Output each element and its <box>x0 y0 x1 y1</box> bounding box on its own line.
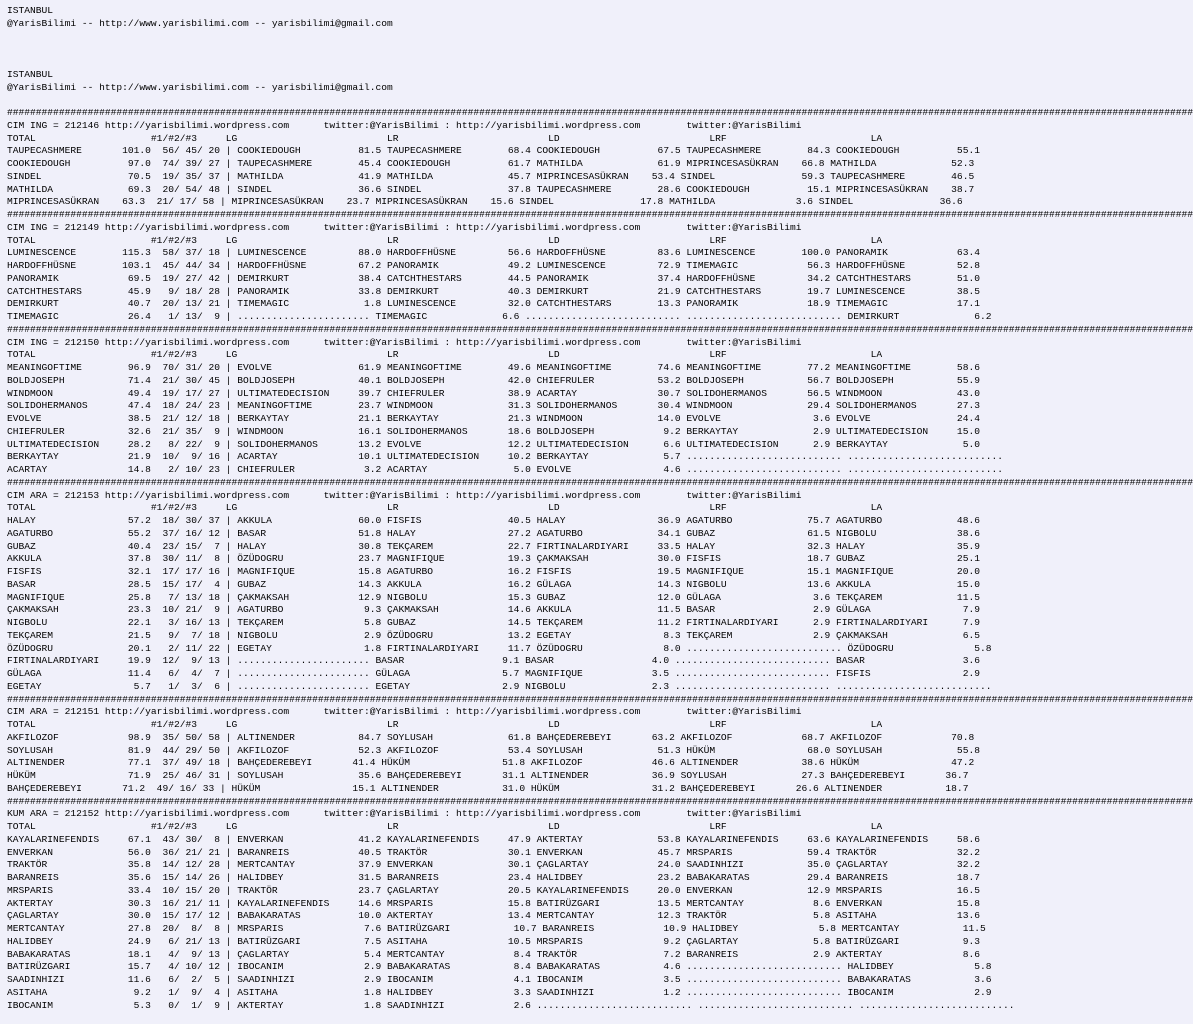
text-line: MEANINGOFTIME 96.9 70/ 31/ 20 | EVOLVE 61.9 MEANINGOFTIME 49.6 MEANINGOFTIME 74.6 MEANINGOFTIME 77.2 MEANINGOFTIME 58.6 <box>7 362 980 373</box>
text-line: HALAY 57.2 18/ 30/ 37 | AKKULA 60.0 FISFIS 40.5 HALAY 36.9 AGATURBO 75.7 AGATURBO 48.6 <box>7 515 980 526</box>
text-line: @YarisBilimi -- http://www.yarisbilimi.com -- yarisbilimi@gmail.com <box>7 17 393 29</box>
text-line: BATIRÜZGARI 15.7 4/ 10/ 12 | IBOCANIM 2.9 BABAKARATAS 8.4 BABAKARATAS 4.6 ........................... HALIDBEY 5.8 <box>7 961 992 973</box>
text-line: ############################################################################################################################################################################################################## <box>7 795 1193 807</box>
text-line: TOTAL #1/#2/#3 LG LR LD LRF LA <box>7 821 883 832</box>
text-line <box>7 94 984 107</box>
text-line: ############################################################################################################################################################################################################## <box>7 693 1193 705</box>
text-line: ISTANBUL <box>7 5 54 16</box>
text-line: DEMIRKURT 40.7 20/ 13/ 21 | TIMEMAGIC 1.8 LUMINESCENCE 32.0 CATCHTHESTARS 13.3 PANORAMIK 18.9 TIMEMAGIC 17.1 <box>7 298 980 310</box>
text-line <box>7 56 984 69</box>
text-line: WINDMOON 49.4 19/ 17/ 27 | ULTIMATEDECISION 39.7 CHIEFRULER 38.9 ACARTAY 30.7 SOLIDOHERMANOS 56.5 WINDMOON 43.0 <box>7 387 980 399</box>
text-line: EVOLVE 38.5 21/ 12/ 18 | BERKAYTAY 21.1 BERKAYTAY 21.3 WINDMOON 14.0 EVOLVE 3.6 EVOLVE 24.4 <box>7 413 980 424</box>
text-line: SAADINHIZI 11.6 6/ 2/ 5 | SAADINHIZI 2.9 IBOCANIM 4.1 IBOCANIM 3.5 ........................... BABAKARATAS 3.6 <box>7 974 992 985</box>
text-line: CIM ING = 212149 http://yarisbilimi.wordpress.com twitter:@YarisBilimi : http://yarisbilimi.wordpress.com twitter:@YarisBilimi <box>7 221 802 233</box>
text-line <box>7 31 984 44</box>
text-line: ALTINENDER 77.1 37/ 49/ 18 | BAHÇEDEREBEYI 41.4 HÜKÜM 51.8 AKFILOZOF 46.6 ALTINENDER 38.6 HÜKÜM 47.2 <box>7 757 975 769</box>
text-line: HALIDBEY 24.9 6/ 21/ 13 | BATIRÜZGARI 7.5 ASITAHA 10.5 MRSPARIS 9.2 ÇAGLARTAY 5.8 BATIRÜZGARI 9.3 <box>7 935 980 947</box>
text-line: BARANREIS 35.6 15/ 14/ 26 | HALIDBEY 31.5 BARANREIS 23.4 HALIDBEY 23.2 BABAKARATAS 29.4 BARANREIS 18.7 <box>7 872 980 883</box>
text-line: @YarisBilimi -- http://www.yarisbilimi.com -- yarisbilimi@gmail.com <box>7 81 393 93</box>
text-line: TIMEMAGIC 26.4 1/ 13/ 9 | ....................... TIMEMAGIC 6.6 ........................... ........................... DEMIRKURT 6.2 <box>7 311 992 322</box>
text-line: ULTIMATEDECISION 28.2 8/ 22/ 9 | SOLIDOHERMANOS 13.2 EVOLVE 12.2 ULTIMATEDECISION 6.6 ULTIMATEDECISION 2.9 BERKAYTAY 5.0 <box>7 438 980 450</box>
text-line: ############################################################################################################################################################################################################## <box>7 323 1193 335</box>
text-line: SOLIDOHERMANOS 47.4 18/ 24/ 23 | MEANINGOFTIME 23.7 WINDMOON 31.3 SOLIDOHERMANOS 30.4 WINDMOON 29.4 SOLIDOHERMANOS 27.3 <box>7 400 980 412</box>
text-line: BASAR 28.5 15/ 17/ 4 | GUBAZ 14.3 AKKULA 16.2 GÜLAGA 14.3 NIGBOLU 13.6 AKKULA 15.0 <box>7 578 980 590</box>
text-line: MATHILDA 69.3 20/ 54/ 48 | SINDEL 36.6 SINDEL 37.8 TAUPECASHMERE 28.6 COOKIEDOUGH 15.1 MIPRINCESASÜKRAN 38.7 <box>7 183 975 195</box>
text-line: ÖZÜDOGRU 20.1 2/ 11/ 22 | EGETAY 1.8 FIRTINALARDIYARI 11.7 ÖZÜDOGRU 8.0 ........................... ÖZÜDOGRU 5.8 <box>7 642 992 654</box>
text-line: AKTERTAY 30.3 16/ 21/ 11 | KAYALARINEFENDIS 14.6 MRSPARIS 15.8 BATIRÜZGARI 13.5 MERTCANTAY 8.6 ENVERKAN 15.8 <box>7 897 980 909</box>
text-line <box>7 43 984 56</box>
text-line: ACARTAY 14.8 2/ 10/ 23 | CHIEFRULER 3.2 ACARTAY 5.0 EVOLVE 4.6 ........................... ........................... <box>7 464 1003 475</box>
text-line: BAHÇEDEREBEYI 71.2 49/ 16/ 33 | HÜKÜM 15.1 ALTINENDER 31.0 HÜKÜM 31.2 BAHÇEDEREBEYI 26.6 ALTINENDER 18.7 <box>7 782 969 794</box>
text-line: HÜKÜM 71.9 25/ 46/ 31 | SOYLUSAH 35.6 BAHÇEDEREBEYI 31.1 ALTINENDER 36.9 SOYLUSAH 27.3 BAHÇEDEREBEYI 36.7 <box>7 770 969 781</box>
text-line: ############################################################################################################################################################################################################## <box>7 107 1193 118</box>
text-line: MIPRINCESASÜKRAN 63.3 21/ 17/ 58 | MIPRINCESASÜKRAN 23.7 MIPRINCESASÜKRAN 15.6 SINDEL 17.8 MATHILDA 3.6 SINDEL 36.6 <box>7 196 963 208</box>
text-line: ############################################################################################################################################################################################################## <box>7 476 1193 488</box>
text-line: SINDEL 70.5 19/ 35/ 37 | MATHILDA 41.9 MATHILDA 45.7 MIPRINCESASÜKRAN 53.4 SINDEL 59.3 TAUPECASHMERE 46.5 <box>7 170 975 182</box>
text-line: EGETAY 5.7 1/ 3/ 6 | ....................... EGETAY 2.9 NIGBOLU 2.3 ........................... ........................... <box>7 680 992 692</box>
text-line: AGATURBO 55.2 37/ 16/ 12 | BASAR 51.8 HALAY 27.2 AGATURBO 34.1 GUBAZ 61.5 NIGBOLU 38.6 <box>7 527 980 539</box>
text-line: LUMINESCENCE 115.3 58/ 37/ 18 | LUMINESCENCE 88.0 HARDOFFHÜSNE 56.6 HARDOFFHÜSNE 83.6 LUMINESCENCE 100.0 PANORAMIK 63.4 <box>7 247 980 259</box>
text-line: ENVERKAN 56.0 36/ 21/ 21 | BARANREIS 40.5 TRAKTÖR 30.1 ENVERKAN 45.7 MRSPARIS 59.4 TRAKTÖR 32.2 <box>7 846 980 858</box>
text-line: BABAKARATAS 18.1 4/ 9/ 13 | ÇAGLARTAY 5.4 MERTCANTAY 8.4 TRAKTÖR 7.2 BARANREIS 2.9 AKTERTAY 8.6 <box>7 948 980 960</box>
text-line: TEKÇAREM 21.5 9/ 7/ 18 | NIGBOLU 2.9 ÖZÜDOGRU 13.2 EGETAY 8.3 TEKÇAREM 2.9 ÇAKMAKSAH 6.5 <box>7 629 980 641</box>
text-line: AKKULA 37.8 30/ 11/ 8 | ÖZÜDOGRU 23.7 MAGNIFIQUE 19.3 ÇAKMAKSAH 30.0 FISFIS 18.7 GUBAZ 25.1 <box>7 553 980 565</box>
text-line: TRAKTÖR 35.8 14/ 12/ 28 | MERTCANTAY 37.9 ENVERKAN 30.1 ÇAGLARTAY 24.0 SAADINHIZI 35.0 ÇAGLARTAY 32.2 <box>7 859 980 871</box>
text-line: ############################################################################################################################################################################################################## <box>7 209 1193 220</box>
text-line: TOTAL #1/#2/#3 LG LR LD LRF LA <box>7 132 883 144</box>
text-line: TAUPECASHMERE 101.0 56/ 45/ 20 | COOKIEDOUGH 81.5 TAUPECASHMERE 68.4 COOKIEDOUGH 67.5 TAUPECASHMERE 84.3 COOKIEDOUGH 55.1 <box>7 145 980 157</box>
text-line: MRSPARIS 33.4 10/ 15/ 20 | TRAKTÖR 23.7 ÇAGLARTAY 20.5 KAYALARINEFENDIS 20.0 ENVERKAN 12.9 MRSPARIS 16.5 <box>7 884 980 896</box>
text-line: CHIEFRULER 32.6 21/ 35/ 9 | WINDMOON 16.1 SOLIDOHERMANOS 18.6 BOLDJOSEPH 9.2 BERKAYTAY 2.9 ULTIMATEDECISION 15.0 <box>7 425 980 437</box>
text-line: COOKIEDOUGH 97.0 74/ 39/ 27 | TAUPECASHMERE 45.4 COOKIEDOUGH 61.7 MATHILDA 61.9 MIPRINCESASÜKRAN 66.8 MATHILDA 52.3 <box>7 158 975 169</box>
text-line: KAYALARINEFENDIS 67.1 43/ 30/ 8 | ENVERKAN 41.2 KAYALARINEFENDIS 47.9 AKTERTAY 53.8 KAYALARINEFENDIS 63.6 KAYALARINEFENDIS 58.6 <box>7 833 980 845</box>
text-line: GUBAZ 40.4 23/ 15/ 7 | HALAY 30.8 TEKÇAREM 22.7 FIRTINALARDIYARI 33.5 HALAY 32.3 HALAY 35.9 <box>7 540 980 552</box>
text-line: HARDOFFHÜSNE 103.1 45/ 44/ 34 | HARDOFFHÜSNE 67.2 PANORAMIK 49.2 LUMINESCENCE 72.9 TIMEMAGIC 56.3 HARDOFFHÜSNE 52.8 <box>7 260 980 271</box>
text-line: ÇAGLARTAY 30.0 15/ 17/ 12 | BABAKARATAS 10.0 AKTERTAY 13.4 MERTCANTAY 12.3 TRAKTÖR 5.8 ASITAHA 13.6 <box>7 910 980 922</box>
text-line: NIGBOLU 22.1 3/ 16/ 13 | TEKÇAREM 5.8 GUBAZ 14.5 TEKÇAREM 11.2 FIRTINALARDIYARI 2.9 FIRTINALARDIYARI 7.9 <box>7 617 980 628</box>
text-line: IBOCANIM 5.3 0/ 1/ 9 | AKTERTAY 1.8 SAADINHIZI 2.6 ........................... ........................... ........................... <box>7 999 1015 1011</box>
text-line: MERTCANTAY 27.8 20/ 8/ 8 | MRSPARIS 7.6 BATIRÜZGARI 10.7 BARANREIS 10.9 HALIDBEY 5.8 MERTCANTAY 11.5 <box>7 923 986 934</box>
text-line: PANORAMIK 69.5 19/ 27/ 42 | DEMIRKURT 38.4 CATCHTHESTARS 44.5 PANORAMIK 37.4 HARDOFFHÜSNE 34.2 CATCHTHESTARS 51.0 <box>7 272 980 284</box>
text-line: BOLDJOSEPH 71.4 21/ 30/ 45 | BOLDJOSEPH 40.1 BOLDJOSEPH 42.0 CHIEFRULER 53.2 BOLDJOSEPH 56.7 BOLDJOSEPH 55.9 <box>7 374 980 386</box>
text-line: TOTAL #1/#2/#3 LG LR LD LRF LA <box>7 502 883 514</box>
text-line: TOTAL #1/#2/#3 LG LR LD LRF LA <box>7 349 883 361</box>
text-line: KUM ARA = 212152 http://yarisbilimi.wordpress.com twitter:@YarisBilimi : http://yarisbilimi.wordpress.com twitter:@YarisBilimi <box>7 808 802 820</box>
text-line: CIM ING = 212146 http://yarisbilimi.wordpress.com twitter:@YarisBilimi : http://yarisbilimi.wordpress.com twitter:@YarisBilimi <box>7 119 802 131</box>
text-line: ISTANBUL <box>7 68 54 80</box>
text-line: ÇAKMAKSAH 23.3 10/ 21/ 9 | AGATURBO 9.3 ÇAKMAKSAH 14.6 AKKULA 11.5 BASAR 2.9 GÜLAGA 7.9 <box>7 604 980 616</box>
text-line: TOTAL #1/#2/#3 LG LR LD LRF LA <box>7 719 883 730</box>
text-line: FIRTINALARDIYARI 19.9 12/ 9/ 13 | ....................... BASAR 9.1 BASAR 4.0 ........................... BASAR 3.6 <box>7 655 980 667</box>
text-line: FISFIS 32.1 17/ 17/ 16 | MAGNIFIQUE 15.8 AGATURBO 16.2 FISFIS 19.5 MAGNIFIQUE 15.1 MAGNIFIQUE 20.0 <box>7 566 980 577</box>
text-line: GÜLAGA 11.4 6/ 4/ 7 | ....................... GÜLAGA 5.7 MAGNIFIQUE 3.5 ........................... FISFIS 2.9 <box>7 668 980 679</box>
text-line: CIM ING = 212150 http://yarisbilimi.wordpress.com twitter:@YarisBilimi : http://yarisbilimi.wordpress.com twitter:@YarisBilimi <box>7 336 802 348</box>
text-line: ASITAHA 9.2 1/ 9/ 4 | ASITAHA 1.8 HALIDBEY 3.3 SAADINHIZI 1.2 ........................... IBOCANIM 2.9 <box>7 986 992 998</box>
text-line: SOYLUSAH 81.9 44/ 29/ 50 | AKFILOZOF 52.3 AKFILOZOF 53.4 SOYLUSAH 51.3 HÜKÜM 68.0 SOYLUSAH 55.8 <box>7 744 980 756</box>
text-line: AKFILOZOF 98.9 35/ 50/ 58 | ALTINENDER 84.7 SOYLUSAH 61.8 BAHÇEDEREBEYI 63.2 AKFILOZOF 68.7 AKFILOZOF 70.8 <box>7 731 975 743</box>
text-line: BERKAYTAY 21.9 10/ 9/ 16 | ACARTAY 10.1 ULTIMATEDECISION 10.2 BERKAYTAY 5.7 ........................... ........................... <box>7 451 1003 463</box>
text-line: CIM ARA = 212151 http://yarisbilimi.wordpress.com twitter:@YarisBilimi : http://yarisbilimi.wordpress.com twitter:@YarisBilimi <box>7 706 802 718</box>
text-line: CIM ARA = 212153 http://yarisbilimi.wordpress.com twitter:@YarisBilimi : http://yarisbilimi.wordpress.com twitter:@YarisBilimi <box>7 489 802 501</box>
text-line: MAGNIFIQUE 25.8 7/ 13/ 18 | ÇAKMAKSAH 12.9 NIGBOLU 15.3 GUBAZ 12.0 GÜLAGA 3.6 TEKÇAREM 11.5 <box>7 591 980 603</box>
text-line: TOTAL #1/#2/#3 LG LR LD LRF LA <box>7 234 883 246</box>
text-line: CATCHTHESTARS 45.9 9/ 18/ 28 | PANORAMIK 33.8 DEMIRKURT 40.3 DEMIRKURT 21.9 CATCHTHESTARS 19.7 LUMINESCENCE 38.5 <box>7 285 980 297</box>
